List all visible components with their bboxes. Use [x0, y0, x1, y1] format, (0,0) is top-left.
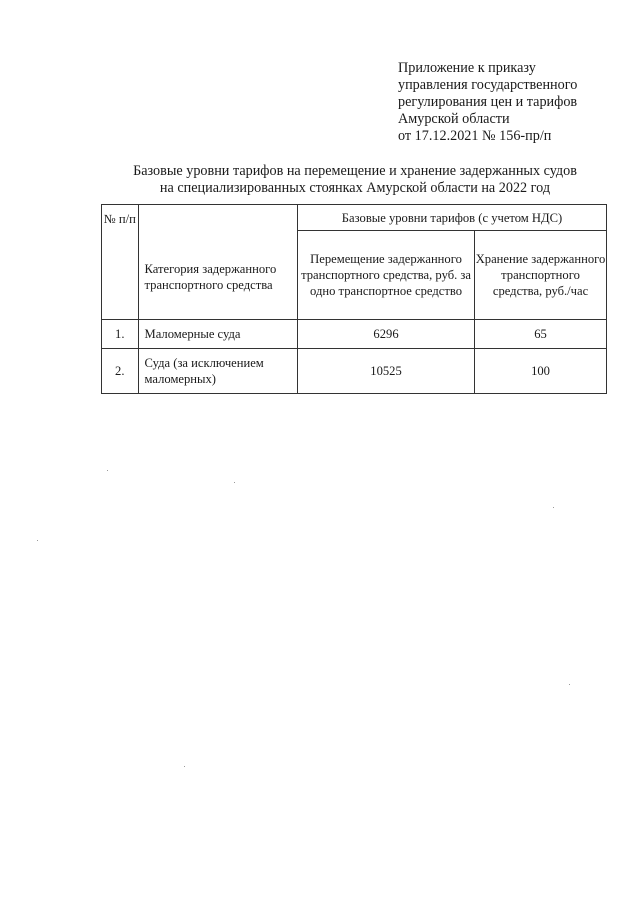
header-store: Хранение задержанного транспортного средства, руб./час [475, 231, 607, 320]
row-store-tariff: 100 [475, 349, 607, 394]
appendix-line: Амурской области [398, 111, 510, 127]
scan-speck [553, 507, 554, 508]
scan-speck [107, 470, 108, 471]
row-category: Суда (за исключением маломерных) [138, 349, 298, 394]
appendix-line: Приложение к приказу [398, 60, 536, 76]
scan-speck [234, 482, 235, 483]
row-category: Маломерные суда [138, 320, 298, 349]
appendix-line: от 17.12.2021 № 156-пр/п [398, 128, 552, 144]
table-row [102, 349, 607, 394]
header-move: Перемещение задержанного транспортного средства, руб. за одно транспортное средство [298, 231, 475, 320]
tariff-table [101, 204, 607, 394]
row-number: 2. [102, 349, 139, 394]
table-header-row [102, 205, 607, 231]
scan-speck [37, 540, 38, 541]
appendix-line: регулирования цен и тарифов [398, 94, 578, 110]
document-title-line-1: Базовые уровни тарифов на перемещение и хранение задержанных судов [133, 163, 577, 179]
document-title-line-2: на специализированных стоянках Амурской области на 2022 год [159, 180, 551, 196]
header-number: № п/п [102, 205, 139, 320]
row-number: 1. [102, 320, 139, 349]
row-store-tariff: 65 [475, 320, 607, 349]
row-move-tariff: 6296 [298, 320, 475, 349]
scan-speck [184, 766, 185, 767]
document-title [100, 163, 610, 197]
table-row [102, 320, 607, 349]
appendix-line: управления государственного [398, 77, 578, 93]
scan-speck [569, 684, 570, 685]
row-move-tariff: 10525 [298, 349, 475, 394]
header-category: Категория задержанного транспортного средства [138, 205, 298, 320]
appendix-block [398, 60, 628, 145]
header-tariff-group: Базовые уровни тарифов (с учетом НДС) [298, 205, 607, 231]
